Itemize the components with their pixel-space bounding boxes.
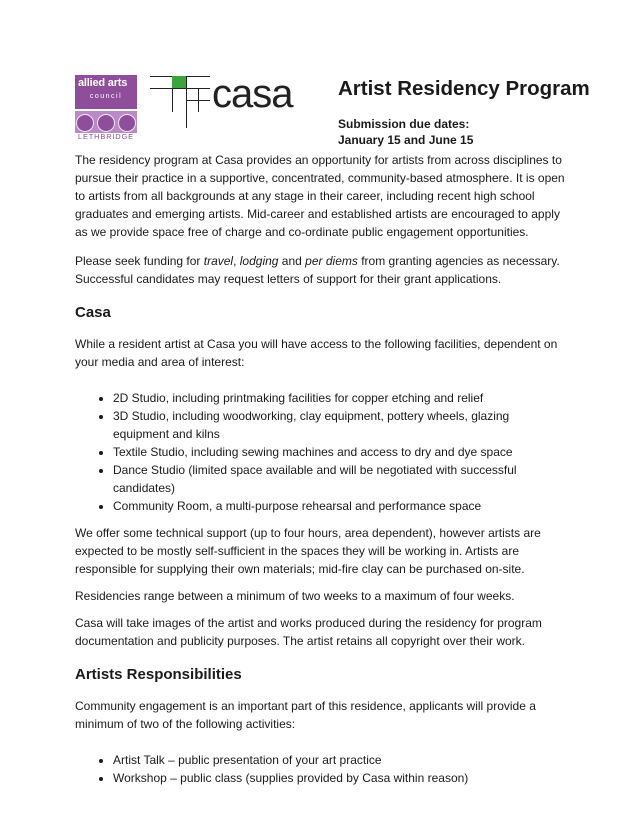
funding-prefix: Please seek funding for [75,254,204,268]
funding-lodging: lodging [239,254,279,268]
logo-circle-icon [118,114,136,132]
funding-travel: travel [203,254,234,268]
responsibilities-intro-paragraph: Community engagement is an important part of this residence, applicants will provide a minimum of two of the following activities: [75,699,536,731]
allied-arts-logo-top [75,75,137,109]
list-item: • 3D Studio, including woodworking, clay equipment, pottery wheels, glazing equipment and kilns [113,407,567,443]
logo-circle-icon [76,114,94,132]
funding-per-diems: per diems [305,254,358,268]
casa-logo-line [150,88,210,89]
technical-support-paragraph: We offer some technical support (up to four hours, area dependent), however artists are expected to be mostly self-sufficient in the spaces they will be working in. Artists are responsible for supplying their own materials; mid-fire clay can be purchased on-site. [75,526,541,576]
list-item: • Dance Studio (limited space available and will be negotiated with successful candidates) [113,461,567,497]
casa-heading: Casa [75,304,111,321]
casa-logo [150,72,310,132]
document-body [75,151,567,796]
duration-paragraph: Residencies range between a minimum of two weeks to a maximum of four weeks. [75,589,515,603]
activities-list [75,751,567,787]
allied-arts-logo [75,75,137,141]
allied-arts-logo-line2: council [89,93,123,100]
images-paragraph: Casa will take images of the artist and works produced during the residency for program documentation and publicity purposes. The artist retains all copyright over their work. [75,616,542,648]
casa-logo-line [186,100,210,101]
page-title: Artist Residency Program [338,77,590,100]
responsibilities-heading: Artists Responsibilities [75,666,242,683]
casa-logo-line [186,76,187,128]
casa-logo-text: casa [212,72,293,116]
casa-logo-green-square [172,76,186,88]
funding-and: and [278,254,306,268]
list-item: • Textile Studio, including sewing machines and access to dry and dye space [113,443,567,461]
allied-arts-logo-line3: LETHBRIDGE [78,132,134,141]
list-item: • 2D Studio, including printmaking facilities for copper etching and relief [113,389,567,407]
funding-suffix: from granting agencies as necessary. Successful candidates may request letters of support for their grant applications. [75,254,560,286]
list-item: • Artist Talk – public presentation of your art practice [113,751,567,769]
facilities-list [75,389,567,515]
intro-paragraph: The residency program at Casa provides an opportunity for artists from across disciplines to pursue their practice in a supportive, concentrated, community-based atmosphere. It is open to artists from all backgrounds at any stage in their career, including recent high school graduates and emerging artists. Mid-career and established artists are encouraged to apply as we provide space free of charge and co-ordinate public engagement opportunities. [75,153,565,239]
logo-circle-icon [97,114,115,132]
funding-comma: , [233,254,240,268]
allied-arts-logo-line1: allied arts [78,77,128,89]
list-item: • Workshop – public class (supplies provided by Casa within reason) [113,769,567,787]
submission-due-dates: January 15 and June 15 [338,133,474,147]
list-item: • Community Room, a multi-purpose rehearsal and performance space [113,497,567,515]
casa-intro-paragraph: While a resident artist at Casa you will have access to the following facilities, dependent on your media and area of interest: [75,337,558,369]
funding-paragraph [75,252,567,288]
allied-arts-logo-circles [75,111,137,133]
submission-due-label: Submission due dates: [338,117,470,131]
